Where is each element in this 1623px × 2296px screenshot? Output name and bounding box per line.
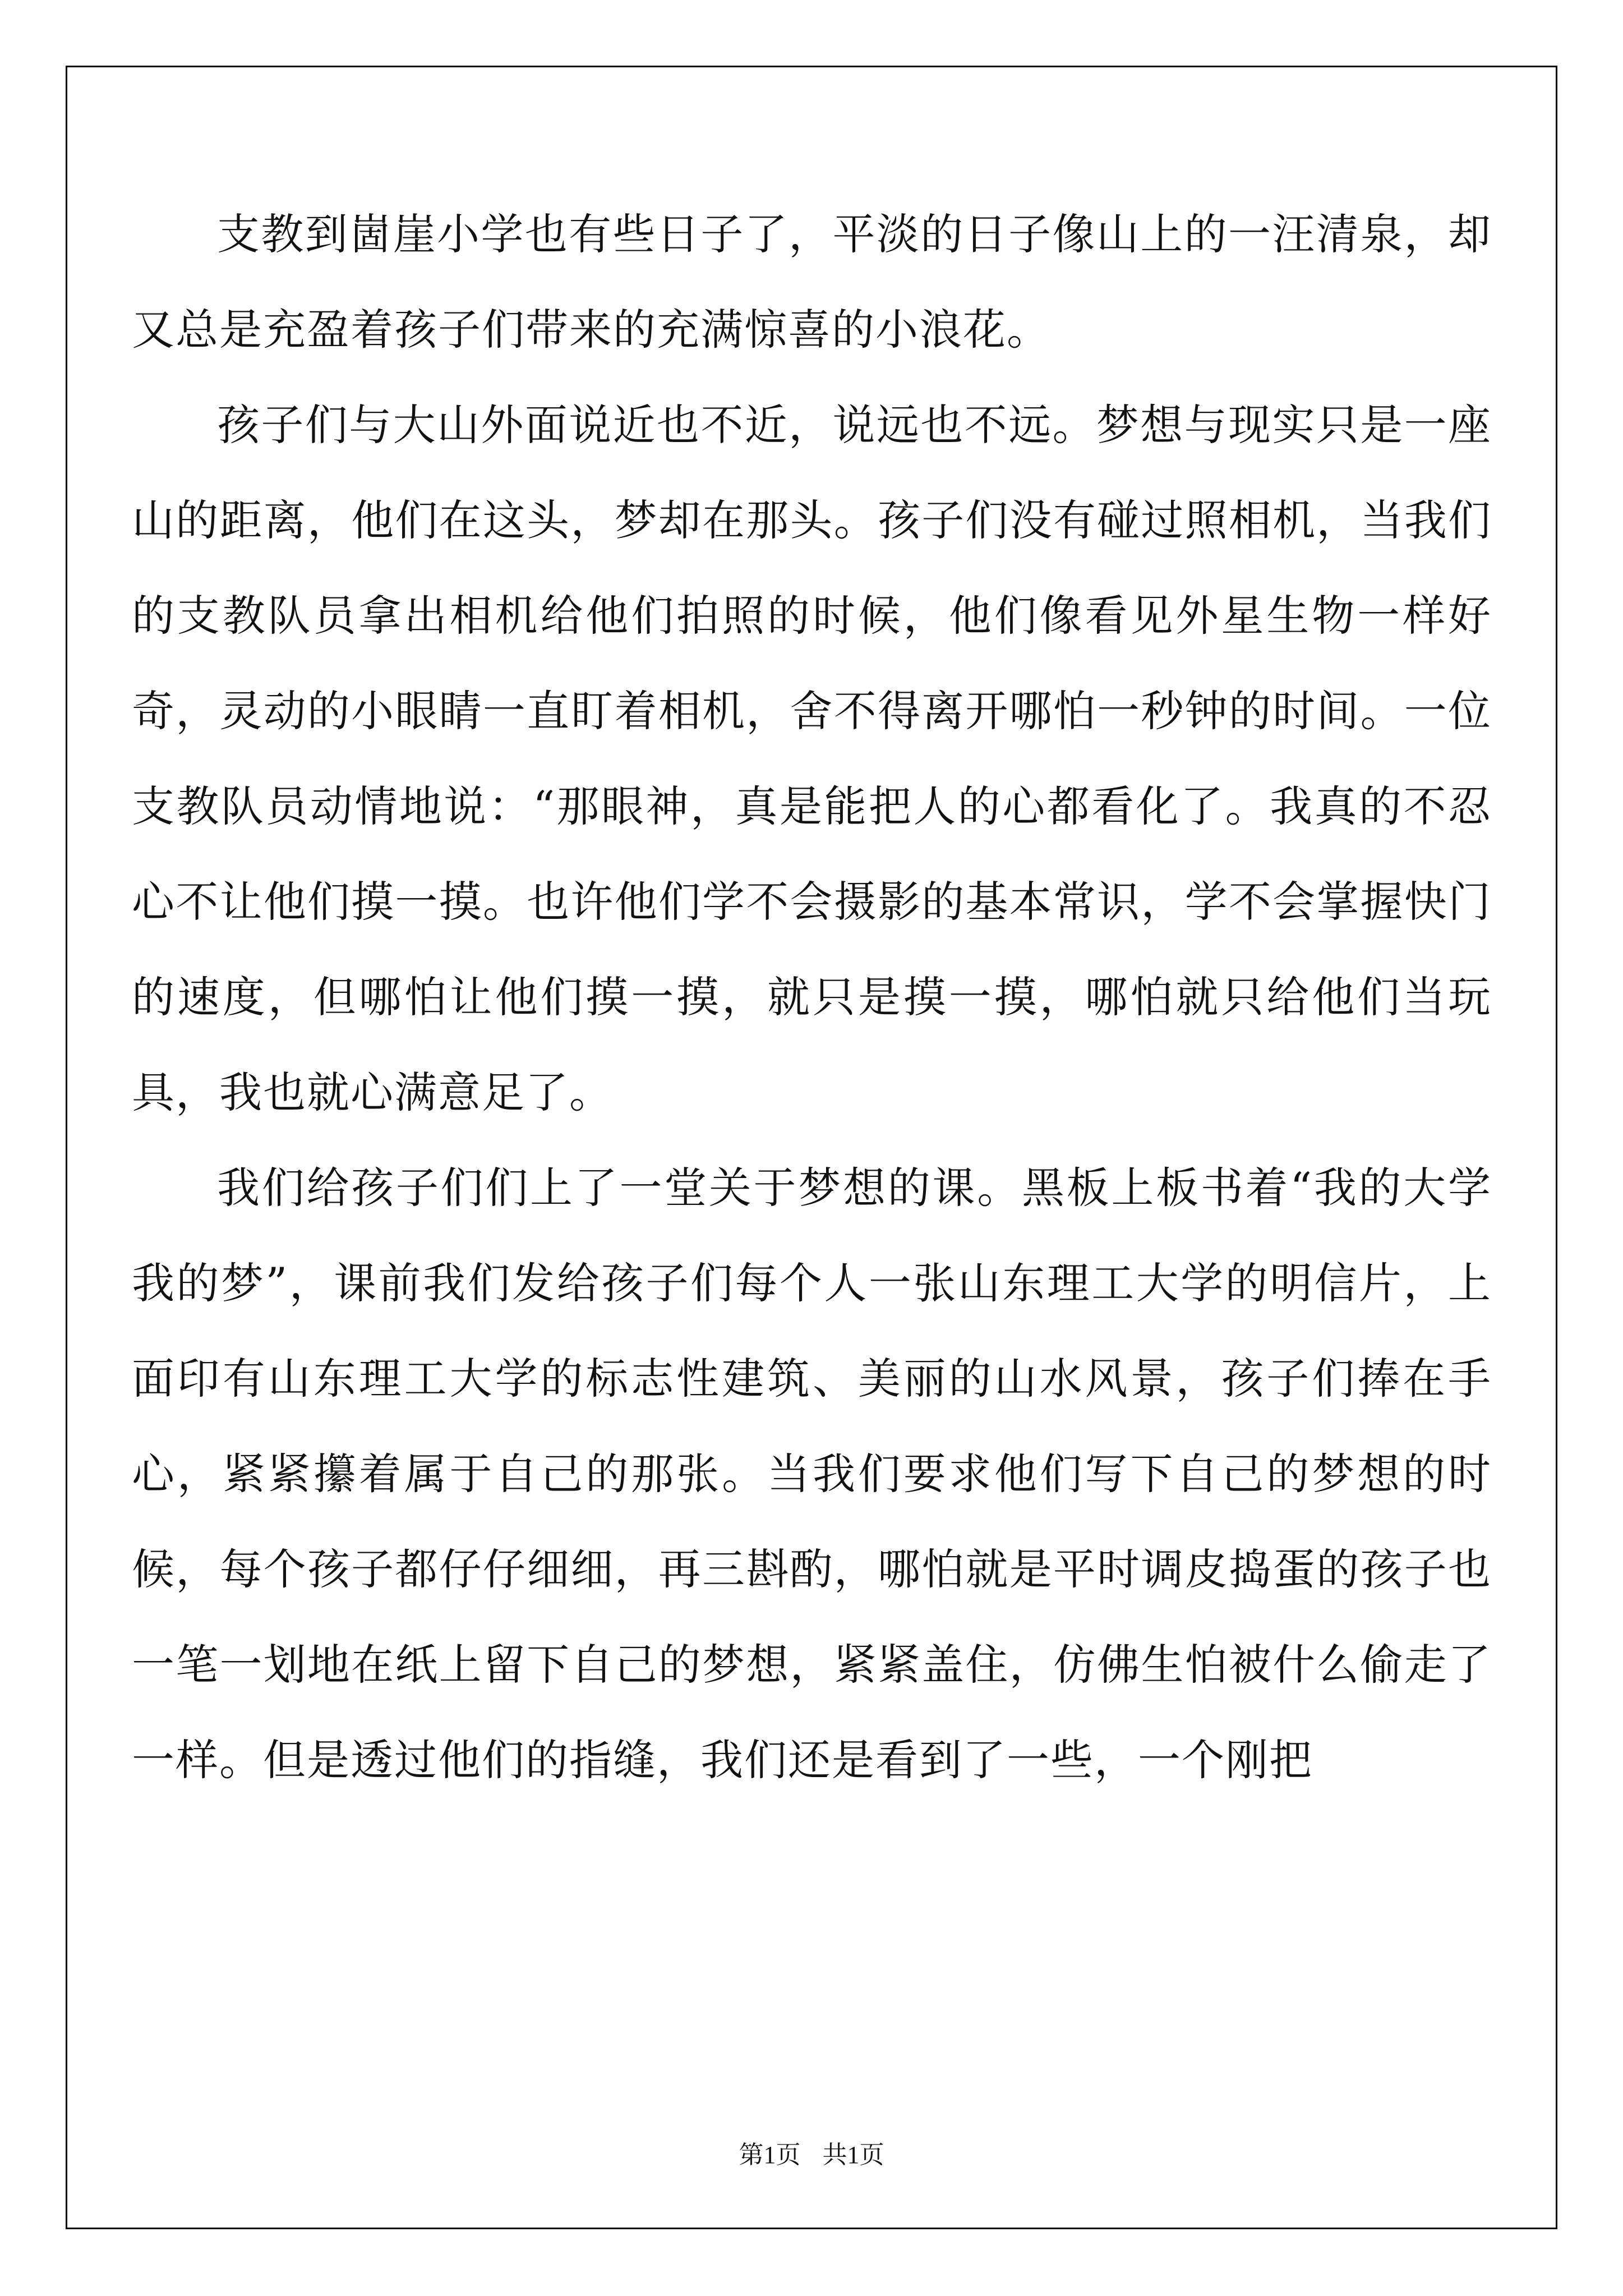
page-total: 共1页 (822, 2141, 884, 2169)
page-number: 第1页 (739, 2141, 801, 2169)
paragraph-1: 支教到崮崖小学也有些日子了，平淡的日子像山上的一汪清泉，却又总是充盈着孩子们带来的充满惊喜的小浪花。 (132, 209, 1492, 355)
document-body (132, 187, 1492, 1808)
paragraph-3: 我们给孩子们们上了一堂关于梦想的课。黑板上板书着“我的大学我的梦”，课前我们发给孩子们每个人一张山东理工大学的明信片，上面印有山东理工大学的标志性建筑、美丽的山水风景，孩子们捧在手心，紧紧攥着属于自己的那张。当我们要求他们写下自己的梦想的时候，每个孩子都仔仔细细，再三斟酌，哪怕就是平时调皮捣蛋的孩子也一笔一划地在纸上留下自己的梦想，紧紧盖住，仿佛生怕被什么偷走了一样。但是透过他们的指缝，我们还是看到了一些，一个刚把 (132, 1163, 1492, 1785)
page-footer (0, 2134, 1623, 2170)
paragraph-2: 孩子们与大山外面说近也不近，说远也不远。梦想与现实只是一座山的距离，他们在这头，梦却在那头。孩子们没有碰过照相机，当我们的支教队员拿出相机给他们拍照的时候，他们像看见外星生物一样好奇，灵动的小眼睛一直盯着相机，舍不得离开哪怕一秒钟的时间。一位支教队员动情地说：“那眼神，真是能把人的心都看化了。我真的不忍心不让他们摸一摸。也许他们学不会摄影的基本常识，学不会掌握快门的速度，但哪怕让他们摸一摸，就只是摸一摸，哪怕就只给他们当玩具，我也就心满意足了。 (132, 400, 1492, 1117)
